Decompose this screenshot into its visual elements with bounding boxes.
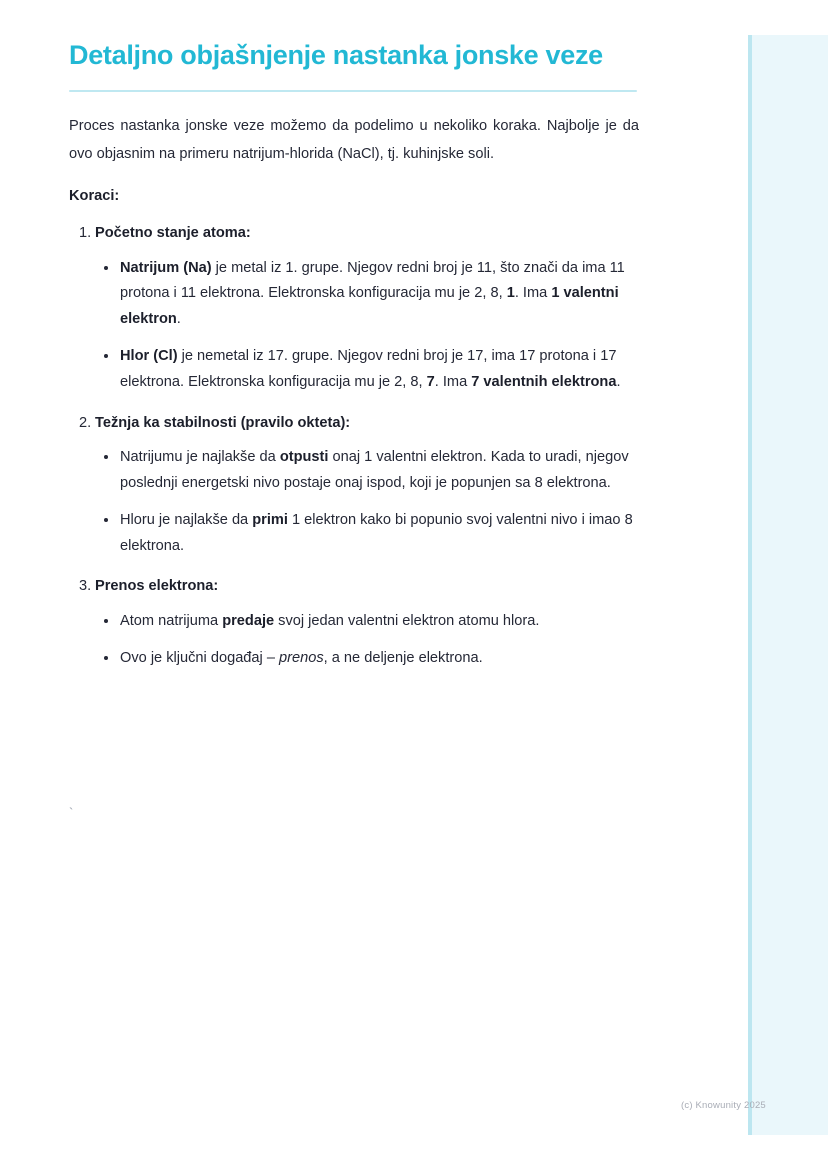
bullet-text-fragment: otpusti xyxy=(279,449,329,466)
step-item xyxy=(69,412,639,560)
bullet-text-fragment: je metal iz 1. grupe. Njegov redni broj je 11, što znači da ima 11 protona i 11 elektrona. Elektronska konfiguracija mu je 2, 8, xyxy=(120,259,625,302)
bullet-text-fragment: onaj 1 valentni elektron. Kada to uradi, njegov poslednji energetski nivo postaje onaj ispod, koji je popunjen sa 8 elektrona. xyxy=(120,449,629,491)
bullet-text-fragment: 1 valentni elektron xyxy=(120,285,619,328)
page-title: Detaljno objašnjenje nastanka jonske veze xyxy=(69,40,603,70)
step-number: 3. xyxy=(79,578,92,595)
step-title: Težnja ka stabilnosti (pravilo okteta): xyxy=(95,414,351,431)
bullet-item xyxy=(95,609,639,635)
bullet-text-fragment: . xyxy=(176,311,181,328)
bullet-text-fragment: Natrijum (Na) xyxy=(120,259,212,276)
bullet-text-fragment: 1 elektron kako bi popunio svoj valentni nivo i imao 8 elektrona. xyxy=(120,511,633,554)
bullet-text-fragment: 1 xyxy=(506,285,515,302)
bullet-text-fragment: je nemetal iz 17. grupe. Njegov redni broj je 17, ima 17 protona i 17 elektrona. Elektronska konfiguracija mu je 2, 8, xyxy=(120,348,617,390)
bullet-text-fragment: . Ima xyxy=(514,285,552,302)
bullet-item xyxy=(95,256,639,333)
bullet-list xyxy=(95,435,639,559)
bullet-text-fragment: 7 xyxy=(426,373,435,390)
footer-credit: (c) Knowunity 2025 xyxy=(681,1100,766,1111)
decorative-side-strip xyxy=(748,35,828,1135)
bullet-item xyxy=(95,344,639,396)
bullet-text-fragment: . Ima xyxy=(434,373,472,390)
step-item xyxy=(69,222,639,395)
bullet-list xyxy=(95,599,639,672)
step-title: Početno stanje atoma: xyxy=(95,225,251,242)
steps-list xyxy=(69,204,639,671)
bullet-text-fragment: prenos xyxy=(279,649,324,666)
bullet-text-fragment: Hlor (Cl) xyxy=(120,348,178,365)
step-item xyxy=(69,575,639,671)
steps-heading: Koraci: xyxy=(69,188,120,205)
bullet-text-fragment: Hloru je najlakše da xyxy=(120,511,253,528)
bullet-text-fragment: svoj jedan valentni elektron atomu hlora. xyxy=(274,612,540,629)
document-page xyxy=(69,0,639,687)
step-number: 1. xyxy=(79,225,92,242)
intro-paragraph: Proces nastanka jonske veze možemo da podelimo u nekoliko koraka. Najbolje je da ovo objasnim na primeru natrijum-hlorida (NaCl), tj. kuhinjske soli. xyxy=(69,117,639,163)
bullet-text-fragment: Natrijumu je najlakše da xyxy=(120,449,280,466)
bullet-text-fragment: . xyxy=(616,373,621,390)
step-title: Prenos elektrona: xyxy=(95,578,219,595)
bullet-text-fragment: 7 valentnih elektrona xyxy=(471,373,617,390)
bullet-item xyxy=(95,508,639,560)
bullet-text-fragment: Atom natrijuma xyxy=(120,612,223,629)
bullet-text-fragment: , a ne deljenje elektrona. xyxy=(323,649,483,666)
bullet-item xyxy=(95,646,639,672)
bullet-item xyxy=(95,445,639,497)
bullet-text-fragment: primi xyxy=(252,511,288,528)
bullet-text-fragment: Ovo je ključni događaj – xyxy=(120,649,280,666)
bullet-list xyxy=(95,246,639,396)
bullet-text-fragment: predaje xyxy=(222,612,275,629)
step-number: 2. xyxy=(79,414,92,431)
stray-backtick-mark: ` xyxy=(69,805,74,820)
